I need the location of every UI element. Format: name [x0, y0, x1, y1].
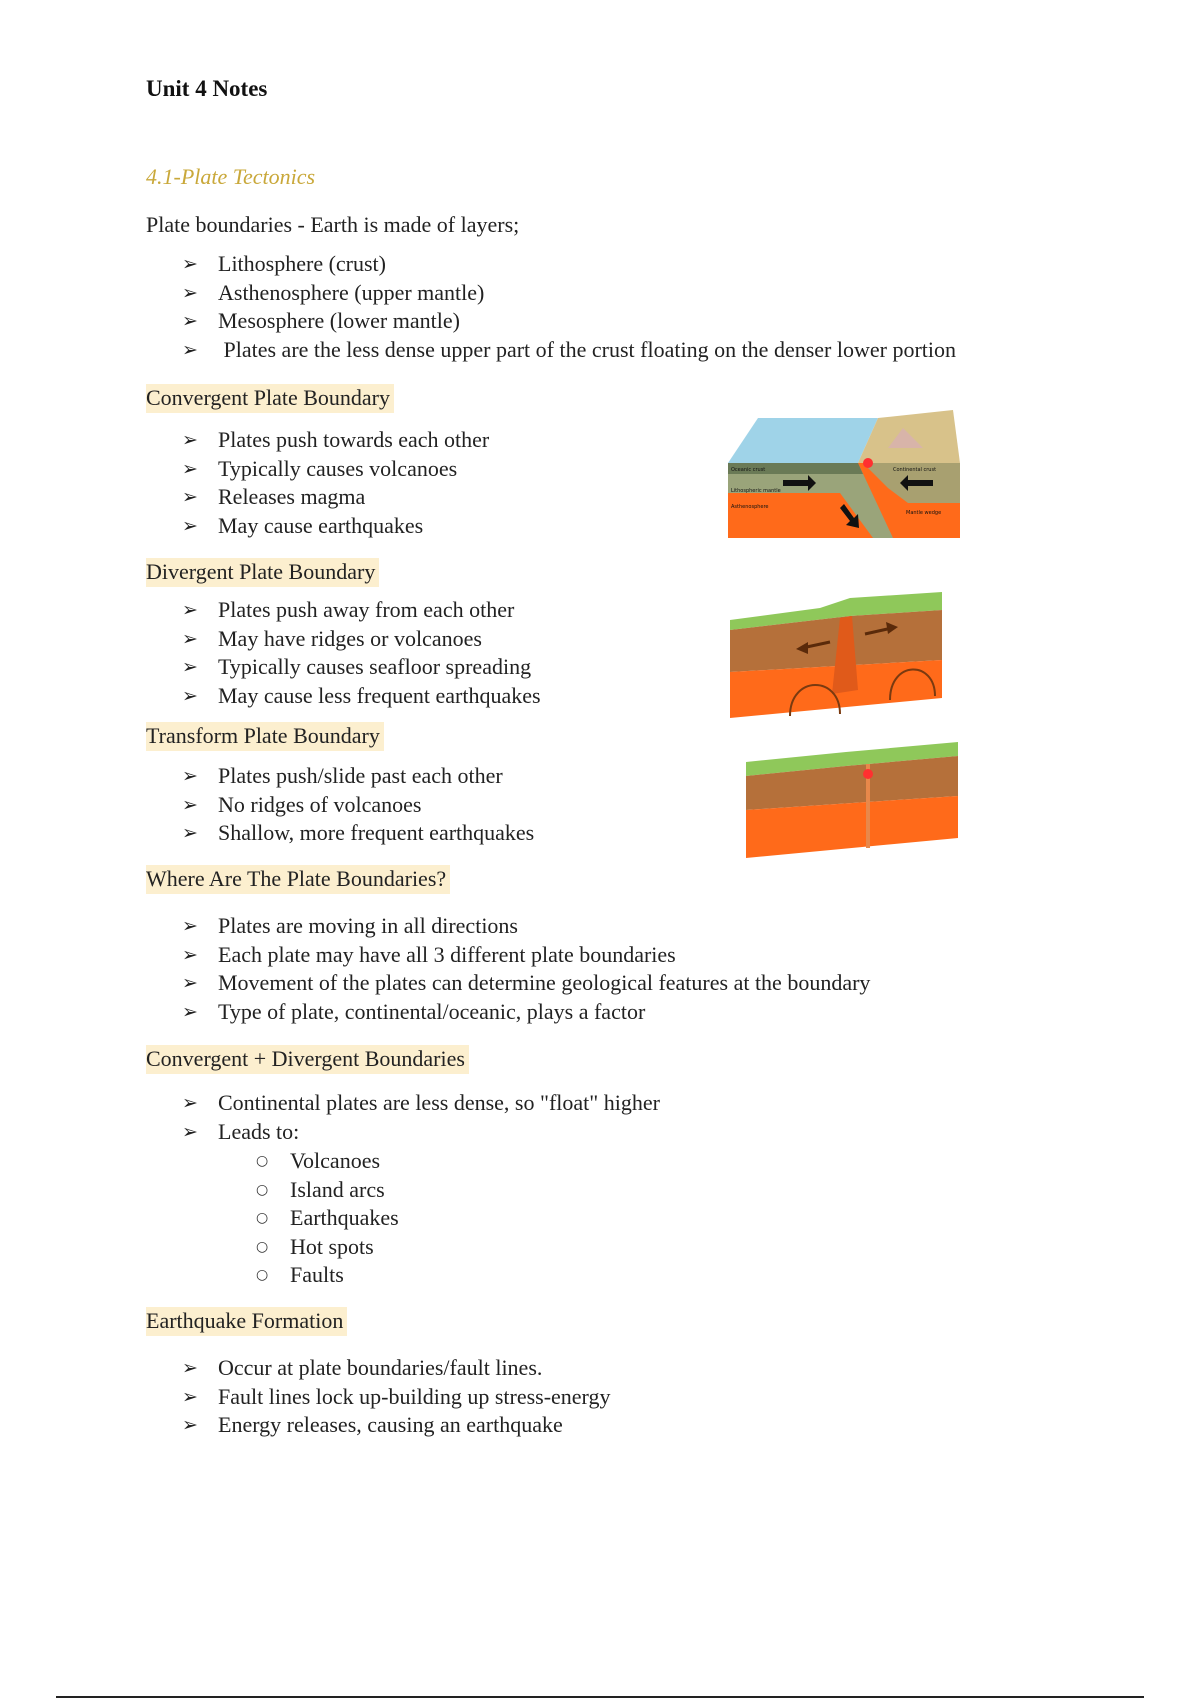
arrow-bullet-icon: ➢ [182, 457, 198, 480]
arrow-bullet-icon: ➢ [182, 684, 198, 707]
label-oceanic-crust: Oceanic crust [731, 467, 766, 473]
list-item: ➢ Shallow, more frequent earthquakes [182, 820, 535, 845]
transform-boundary-diagram [746, 740, 958, 860]
convergent-heading: Convergent Plate Boundary [146, 384, 394, 413]
list-item: ➢ Plates push away from each other [182, 597, 515, 622]
label-asthenosphere: Asthenosphere [731, 504, 769, 510]
circle-bullet-icon: ○ [256, 1210, 269, 1226]
list-item: ➢ No ridges of volcanoes [182, 791, 422, 817]
circle-bullet-icon: ○ [256, 1238, 269, 1255]
list-item: ➢ May have ridges or volcanoes [182, 625, 482, 651]
magma-icon [863, 458, 873, 468]
arrow-bullet-icon: ➢ [182, 656, 198, 678]
intro-text: Plate boundaries - Earth is made of layers; [146, 212, 520, 237]
list-item: ➢ Each plate may have all 3 different plate boundaries [182, 941, 676, 967]
transform-list [182, 762, 534, 848]
convergent-boundary-diagram [728, 408, 960, 538]
arrow-bullet-icon: ➢ [182, 915, 198, 937]
list-item: ➢ Plates push/slide past each other [182, 763, 503, 788]
arrow-bullet-icon: ➢ [182, 943, 198, 966]
list-item: ➢ Releases magma [182, 484, 366, 509]
conv-div-heading: Convergent + Divergent Boundaries [146, 1045, 469, 1074]
transform-heading: Transform Plate Boundary [146, 722, 384, 751]
list-item: ○ Hot spots [256, 1233, 374, 1259]
circle-bullet-icon: ○ [256, 1153, 269, 1169]
where-list [182, 912, 870, 1026]
epicenter-icon [863, 769, 873, 779]
arrow-bullet-icon: ➢ [182, 627, 198, 650]
divergent-heading: Divergent Plate Boundary [146, 558, 379, 587]
arrow-bullet-icon: ➢ [182, 514, 198, 537]
where-heading: Where Are The Plate Boundaries? [146, 865, 450, 894]
arrow-bullet-icon: ➢ [182, 253, 198, 275]
arrow-bullet-icon: ➢ [182, 972, 198, 994]
page-bottom-rule [56, 1696, 1144, 1698]
list-item: ➢ Occur at plate boundaries/fault lines. [182, 1355, 543, 1380]
list-item: ➢ Asthenosphere (upper mantle) [182, 279, 485, 305]
list-item: ➢ Fault lines lock up-building up stress-energy [182, 1383, 611, 1409]
list-item: ➢ Continental plates are less dense, so "float" higher [182, 1090, 660, 1115]
list-item: ➢ Plates are moving in all directions [182, 913, 518, 938]
arrow-bullet-icon: ➢ [182, 429, 198, 451]
label-continental-crust: Continental crust [893, 467, 937, 473]
divergent-boundary-diagram [730, 590, 942, 720]
arrow-bullet-icon: ➢ [182, 1385, 198, 1408]
earthquake-heading: Earthquake Formation [146, 1307, 347, 1336]
arrow-bullet-icon: ➢ [182, 1357, 198, 1379]
arrow-bullet-icon: ➢ [182, 281, 198, 304]
leads-to-list [254, 1147, 399, 1290]
arrow-bullet-icon: ➢ [182, 599, 198, 621]
arrow-bullet-icon: ➢ [182, 1092, 198, 1114]
list-item: ➢ Movement of the plates can determine geological features at the boundary [182, 970, 871, 995]
list-item: ➢ Energy releases, causing an earthquake [182, 1412, 563, 1437]
list-item: ○ Faults [256, 1262, 344, 1287]
section-title: 4.1-Plate Tectonics [146, 164, 316, 189]
arrow-bullet-icon: ➢ [182, 1000, 198, 1023]
list-item: ➢ Plates push towards each other [182, 427, 490, 452]
arrow-bullet-icon: ➢ [182, 765, 198, 787]
arrow-bullet-icon: ➢ [182, 338, 198, 361]
list-item: ➢ Mesosphere (lower mantle) [182, 308, 460, 333]
arrow-bullet-icon: ➢ [182, 1414, 198, 1436]
convergent-list [182, 426, 489, 540]
arrow-bullet-icon: ➢ [182, 310, 198, 332]
list-item: ➢ May cause less frequent earthquakes [182, 682, 541, 708]
document-title: Unit 4 Notes [146, 76, 268, 101]
list-item: ➢ Type of plate, continental/oceanic, plays a factor [182, 998, 646, 1024]
list-item: ○ Earthquakes [256, 1205, 399, 1230]
arrow-bullet-icon: ➢ [182, 1120, 198, 1143]
conv-div-list [182, 1089, 660, 1146]
layers-list [182, 250, 956, 364]
list-item: ○ Island arcs [256, 1176, 385, 1202]
list-item: ➢ Typically causes seafloor spreading [182, 654, 532, 679]
ocean-surface [728, 418, 878, 463]
list-item: ➢ Lithosphere (crust) [182, 251, 386, 276]
label-mantle-wedge: Mantle wedge [906, 510, 942, 516]
arrow-bullet-icon: ➢ [182, 486, 198, 508]
divergent-list [182, 596, 541, 710]
circle-bullet-icon: ○ [256, 1181, 269, 1198]
list-item: ➢ Typically causes volcanoes [182, 455, 458, 481]
circle-bullet-icon: ○ [256, 1267, 269, 1283]
list-item: ➢ Leads to: [182, 1118, 300, 1144]
label-lithospheric-mantle: Lithospheric mantle [731, 488, 781, 494]
arrow-bullet-icon: ➢ [182, 793, 198, 816]
list-item: ➢ Plates are the less dense upper part of the crust floating on the denser lower portion [182, 336, 956, 362]
earthquake-list [182, 1354, 611, 1440]
list-item: ➢ May cause earthquakes [182, 512, 424, 538]
arrow-bullet-icon: ➢ [182, 822, 198, 844]
list-item: ○ Volcanoes [256, 1148, 381, 1173]
